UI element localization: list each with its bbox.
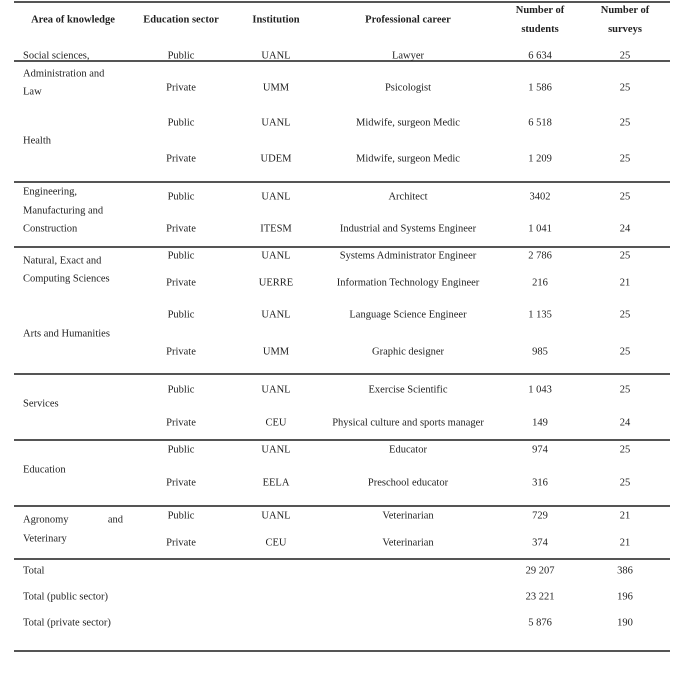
cell-institution: UERRE <box>258 277 294 289</box>
total-label: Total (public sector) <box>23 591 108 603</box>
cell-sector: Public <box>167 384 195 396</box>
area-label: Agronomy and <box>23 514 123 526</box>
area-label: Administration and <box>23 68 105 80</box>
table-rule <box>14 246 670 248</box>
cell-institution: UANL <box>261 250 291 262</box>
cell-students: 6 518 <box>528 117 552 129</box>
cell-career: Midwife, surgeon Medic <box>356 117 460 129</box>
cell-students: 6 634 <box>528 50 552 62</box>
table-rule <box>14 60 670 62</box>
cell-institution: UMM <box>262 82 290 94</box>
cell-career: Exercise Scientific <box>368 384 448 396</box>
header-career: Professional career <box>365 14 451 26</box>
area-label: Natural, Exact and <box>23 255 102 267</box>
cell-sector: Private <box>166 537 196 549</box>
cell-students: 316 <box>532 477 548 489</box>
area-label: Services <box>23 398 59 410</box>
cell-sector: Private <box>166 417 196 429</box>
cell-students: 149 <box>532 417 548 429</box>
cell-sector: Public <box>167 50 195 62</box>
cell-students: 374 <box>532 537 548 549</box>
cell-sector: Public <box>167 510 195 522</box>
table-rule <box>14 650 670 652</box>
cell-surveys: 25 <box>619 82 631 94</box>
area-label: Health <box>23 135 51 147</box>
cell-career: Psicologist <box>384 82 432 94</box>
cell-sector: Private <box>166 153 196 165</box>
total-label: Total <box>23 565 45 577</box>
table-rule <box>14 505 670 507</box>
cell-surveys: 25 <box>619 50 631 62</box>
header-institution: Institution <box>252 14 300 26</box>
area-label: Manufacturing and <box>23 205 104 217</box>
cell-students: 1 209 <box>528 153 552 165</box>
cell-surveys: 24 <box>619 417 631 429</box>
cell-surveys: 25 <box>619 309 631 321</box>
cell-surveys: 24 <box>619 223 631 235</box>
header-area: Area of knowledge <box>31 14 115 26</box>
area-label: Veterinary <box>23 533 67 545</box>
cell-career: Midwife, surgeon Medic <box>356 153 460 165</box>
cell-students: 1 041 <box>528 223 552 235</box>
cell-students: 974 <box>532 444 548 456</box>
table-rule <box>14 181 670 183</box>
cell-surveys: 21 <box>619 277 631 289</box>
cell-surveys: 25 <box>619 477 631 489</box>
cell-career: Architect <box>388 191 428 203</box>
cell-surveys: 25 <box>619 191 631 203</box>
area-label: Construction <box>23 223 78 235</box>
cell-sector: Public <box>167 309 195 321</box>
cell-career: Lawyer <box>391 50 425 62</box>
cell-career: Veterinarian <box>382 510 434 522</box>
cell-career: Veterinarian <box>382 537 434 549</box>
header-sector: Education sector <box>143 14 219 26</box>
cell-career: Educator <box>389 444 427 456</box>
table-rule <box>14 373 670 375</box>
cell-institution: UDEM <box>260 153 292 165</box>
cell-surveys: 25 <box>619 250 631 262</box>
cell-surveys: 25 <box>619 444 631 456</box>
total-students: 23 221 <box>525 591 555 603</box>
cell-students: 729 <box>532 510 548 522</box>
table-rule <box>14 1 670 3</box>
total-label: Total (private sector) <box>23 617 111 629</box>
cell-sector: Public <box>167 444 195 456</box>
cell-career: Information Technology Engineer <box>336 277 480 289</box>
cell-institution: UMM <box>262 346 290 358</box>
cell-students: 216 <box>532 277 548 289</box>
cell-career: Preschool educator <box>367 477 449 489</box>
cell-sector: Private <box>166 277 196 289</box>
table-rule <box>14 558 670 560</box>
header-surveys: Number of surveys <box>600 5 650 35</box>
total-surveys: 196 <box>617 591 633 603</box>
area-label: Computing Sciences <box>23 273 110 285</box>
cell-surveys: 25 <box>619 153 631 165</box>
cell-students: 3402 <box>529 191 551 203</box>
area-label: Education <box>23 464 66 476</box>
cell-career: Physical culture and sports manager <box>332 417 484 429</box>
total-surveys: 190 <box>617 617 633 629</box>
cell-sector: Private <box>166 223 196 235</box>
total-surveys: 386 <box>617 565 633 577</box>
cell-sector: Public <box>167 250 195 262</box>
cell-sector: Private <box>166 346 196 358</box>
cell-career: Industrial and Systems Engineer <box>339 223 477 235</box>
cell-students: 1 586 <box>528 82 552 94</box>
cell-institution: UANL <box>261 50 291 62</box>
cell-institution: UANL <box>261 510 291 522</box>
area-label: Arts and Humanities <box>23 328 110 340</box>
cell-sector: Public <box>167 191 195 203</box>
total-students: 5 876 <box>528 617 552 629</box>
cell-career: Language Science Engineer <box>349 309 467 321</box>
area-label: Social sciences, <box>23 50 90 62</box>
total-students: 29 207 <box>525 565 555 577</box>
cell-institution: UANL <box>261 444 291 456</box>
table-rule <box>14 439 670 441</box>
cell-career: Graphic designer <box>371 346 445 358</box>
cell-institution: UANL <box>261 309 291 321</box>
cell-surveys: 25 <box>619 346 631 358</box>
header-students: Number of students <box>515 5 565 35</box>
cell-students: 2 786 <box>528 250 552 262</box>
area-label: Engineering, <box>23 186 77 198</box>
cell-surveys: 25 <box>619 384 631 396</box>
cell-surveys: 21 <box>619 537 631 549</box>
cell-sector: Private <box>166 477 196 489</box>
cell-surveys: 21 <box>619 510 631 522</box>
cell-institution: UANL <box>261 117 291 129</box>
cell-career: Systems Administrator Engineer <box>339 250 477 262</box>
cell-institution: UANL <box>261 384 291 396</box>
cell-institution: EELA <box>262 477 290 489</box>
cell-sector: Private <box>166 82 196 94</box>
cell-students: 1 135 <box>528 309 552 321</box>
cell-institution: CEU <box>265 417 287 429</box>
cell-students: 1 043 <box>528 384 552 396</box>
cell-institution: ITESM <box>260 223 292 235</box>
cell-surveys: 25 <box>619 117 631 129</box>
cell-institution: UANL <box>261 191 291 203</box>
cell-institution: CEU <box>265 537 287 549</box>
cell-students: 985 <box>532 346 548 358</box>
cell-sector: Public <box>167 117 195 129</box>
area-label: Law <box>23 86 42 98</box>
